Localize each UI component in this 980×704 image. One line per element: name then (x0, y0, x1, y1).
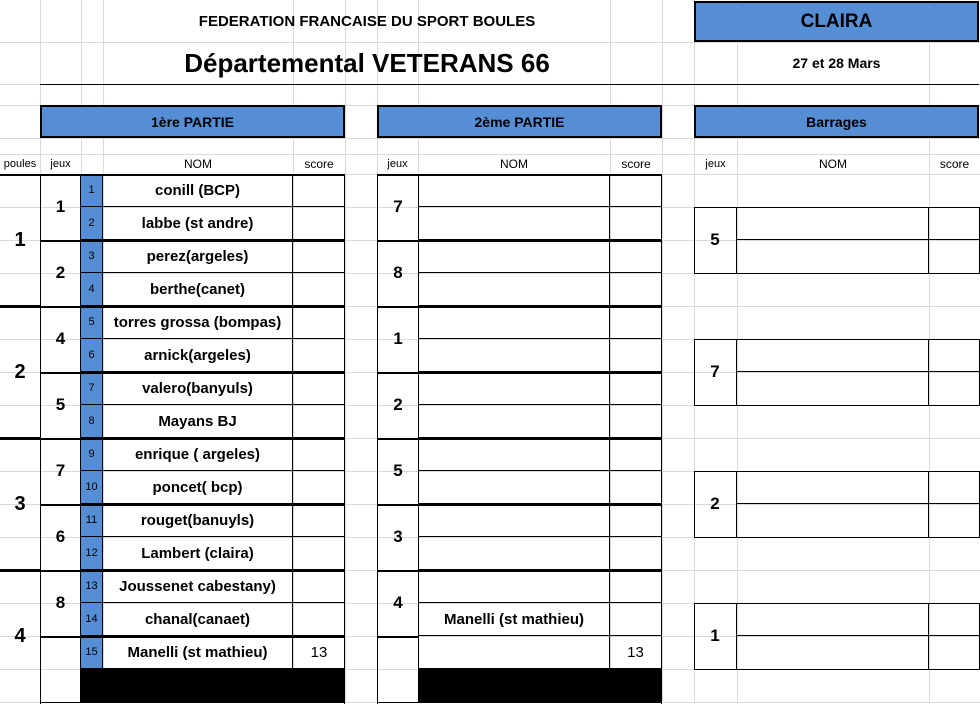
barrage-score[interactable] (929, 207, 980, 240)
partie2-score[interactable] (610, 273, 661, 306)
player-name[interactable]: perez(argeles) (103, 240, 293, 273)
jeux-label: 1 (393, 329, 403, 348)
jeux-label: 8 (55, 593, 66, 612)
group-separator (377, 306, 662, 308)
partie2-score[interactable] (610, 504, 661, 537)
player-score[interactable] (293, 405, 345, 438)
barrage-jeux: 2 (694, 471, 737, 537)
partie2-score[interactable] (610, 174, 661, 207)
group-separator (40, 438, 345, 440)
player-name[interactable]: poncet( bcp) (103, 471, 293, 504)
player-score[interactable] (293, 207, 345, 240)
player-name[interactable]: enrique ( argeles) (103, 438, 293, 471)
location-banner: CLAIRA (694, 1, 979, 42)
barrage-score[interactable] (929, 504, 980, 537)
partie2-name[interactable] (419, 372, 610, 405)
group-separator (377, 240, 662, 242)
player-number: 7 (81, 372, 103, 405)
col-poules: poules (3, 158, 37, 170)
player-score[interactable] (293, 438, 345, 471)
filler-block (419, 669, 662, 703)
group-separator (40, 570, 345, 572)
player-score[interactable] (293, 570, 345, 603)
jeux-label: 4 (55, 329, 66, 348)
barrage-jeux: 7 (694, 339, 737, 405)
player-number: 12 (81, 537, 103, 570)
partie2-score[interactable] (610, 207, 661, 240)
group-separator (377, 504, 662, 506)
barrage-score[interactable] (929, 339, 980, 372)
col-nom-1: NOM (184, 157, 212, 171)
player-score[interactable] (293, 372, 345, 405)
federation-title: FEDERATION FRANCAISE DU SPORT BOULES (198, 12, 536, 30)
player-name[interactable]: torres grossa (bompas) (103, 306, 293, 339)
partie2-name[interactable]: Manelli (st mathieu) (419, 603, 610, 636)
partie2-score[interactable] (610, 438, 661, 471)
jeux-label: 2 (55, 263, 66, 282)
barrage-name[interactable] (737, 636, 929, 669)
player-number: 5 (81, 306, 103, 339)
player-number: 2 (81, 207, 103, 240)
partie2-name[interactable] (419, 438, 610, 471)
player-name[interactable]: conill (BCP) (103, 174, 293, 207)
player-name[interactable]: Lambert (claira) (103, 537, 293, 570)
player-score[interactable] (293, 339, 345, 372)
barrage-name[interactable] (737, 603, 929, 636)
player-number: 6 (81, 339, 103, 372)
barrage-score[interactable] (929, 636, 980, 669)
col-nom-2: NOM (500, 157, 528, 171)
player-name[interactable]: Mayans BJ (103, 405, 293, 438)
col-jeux-2: jeux (387, 158, 408, 170)
barrage-name[interactable] (737, 471, 929, 504)
group-separator (40, 306, 345, 308)
partie1-header: 1ère PARTIE (40, 105, 345, 138)
jeux-cell-empty (40, 636, 81, 703)
barrage-jeux: 5 (694, 207, 737, 273)
poule-label: 3 (14, 492, 26, 515)
player-number: 4 (81, 273, 103, 306)
player-name[interactable]: valero(banyuls) (103, 372, 293, 405)
partie2-name[interactable] (419, 405, 610, 438)
poule-label: 1 (14, 228, 26, 251)
barrages-header: Barrages (694, 105, 979, 138)
partie2-score[interactable] (610, 570, 661, 603)
competition-dates: 27 et 28 Mars (792, 55, 881, 71)
group-separator (40, 504, 345, 506)
partie2-name[interactable] (419, 636, 610, 669)
barrage-name[interactable] (737, 240, 929, 273)
partie2-score[interactable] (610, 603, 661, 636)
player-name[interactable]: labbe (st andre) (103, 207, 293, 240)
jeux-cell-empty (377, 636, 419, 703)
col-jeux-1: jeux (50, 158, 71, 170)
player-number: 3 (81, 240, 103, 273)
barrage-score[interactable] (929, 240, 980, 273)
group-separator (40, 372, 345, 374)
barrage-name[interactable] (737, 372, 929, 405)
partie2-name[interactable] (419, 207, 610, 240)
jeux-label: 5 (393, 461, 403, 480)
partie2-score[interactable] (610, 537, 661, 570)
player-number: 8 (81, 405, 103, 438)
player-name[interactable]: berthe(canet) (103, 273, 293, 306)
barrage-score[interactable] (929, 603, 980, 636)
partie2-name[interactable] (419, 240, 610, 273)
barrage-name[interactable] (737, 339, 929, 372)
jeux-label: 5 (55, 395, 66, 414)
partie2-score[interactable] (610, 306, 661, 339)
col-score-2: score (621, 157, 651, 171)
group-separator (40, 174, 345, 176)
partie2-score[interactable] (610, 405, 661, 438)
competition-title: Départemental VETERANS 66 (184, 47, 550, 78)
partie2-name[interactable] (419, 570, 610, 603)
player-number: 10 (81, 471, 103, 504)
partie2-header: 2ème PARTIE (377, 105, 662, 138)
player-score[interactable] (293, 306, 345, 339)
partie2-name[interactable] (419, 273, 610, 306)
barrage-name[interactable] (737, 504, 929, 537)
group-separator (377, 174, 662, 176)
partie2-name[interactable] (419, 471, 610, 504)
player-number: 1 (81, 174, 103, 207)
col-score-1: score (304, 157, 334, 171)
col-score-3: score (939, 157, 970, 171)
player-name[interactable]: arnick(argeles) (103, 339, 293, 372)
player-name[interactable]: rouget(banuyls) (103, 504, 293, 537)
partie2-score[interactable] (610, 372, 661, 405)
partie2-score[interactable] (610, 471, 661, 504)
player-number: 14 (81, 603, 103, 636)
poule-label: 2 (14, 360, 26, 383)
group-separator (40, 636, 345, 638)
group-separator (377, 372, 662, 374)
jeux-label: 6 (55, 527, 66, 546)
player-score[interactable]: 13 (293, 636, 345, 669)
jeux-label: 3 (393, 527, 403, 546)
jeux-label: 7 (393, 197, 403, 216)
partie2-score[interactable]: 13 (610, 636, 661, 669)
filler-block (81, 669, 345, 703)
barrage-jeux: 1 (694, 603, 737, 669)
player-score[interactable] (293, 603, 345, 636)
jeux-label: 8 (393, 263, 403, 282)
group-separator (40, 240, 345, 242)
barrage-name[interactable] (737, 207, 929, 240)
player-number: 11 (81, 504, 103, 537)
partie2-score[interactable] (610, 339, 661, 372)
player-number: 9 (81, 438, 103, 471)
partie2-score[interactable] (610, 240, 661, 273)
player-score[interactable] (293, 273, 345, 306)
barrage-score[interactable] (929, 372, 980, 405)
col-nom-3: NOM (819, 157, 847, 171)
partie2-name[interactable] (419, 174, 610, 207)
player-score[interactable] (293, 504, 345, 537)
player-number: 13 (81, 570, 103, 603)
jeux-label: 1 (55, 197, 66, 216)
barrage-score[interactable] (929, 471, 980, 504)
player-score[interactable] (293, 471, 345, 504)
player-name[interactable]: Joussenet cabestany) (103, 570, 293, 603)
col-jeux-3: jeux (705, 158, 726, 170)
player-score[interactable] (293, 240, 345, 273)
player-score[interactable] (293, 537, 345, 570)
player-name[interactable]: Manelli (st mathieu) (103, 636, 293, 669)
partie2-name[interactable] (419, 537, 610, 570)
poule-label: 4 (14, 624, 26, 647)
player-score[interactable] (293, 174, 345, 207)
player-name[interactable]: chanal(canaet) (103, 603, 293, 636)
group-separator (377, 570, 662, 572)
group-separator (377, 438, 662, 440)
partie2-name[interactable] (419, 339, 610, 372)
jeux-label: 7 (55, 461, 66, 480)
partie2-name[interactable] (419, 306, 610, 339)
player-number: 15 (81, 636, 103, 669)
jeux-label: 4 (393, 593, 403, 612)
partie2-name[interactable] (419, 504, 610, 537)
jeux-label: 2 (393, 395, 403, 414)
